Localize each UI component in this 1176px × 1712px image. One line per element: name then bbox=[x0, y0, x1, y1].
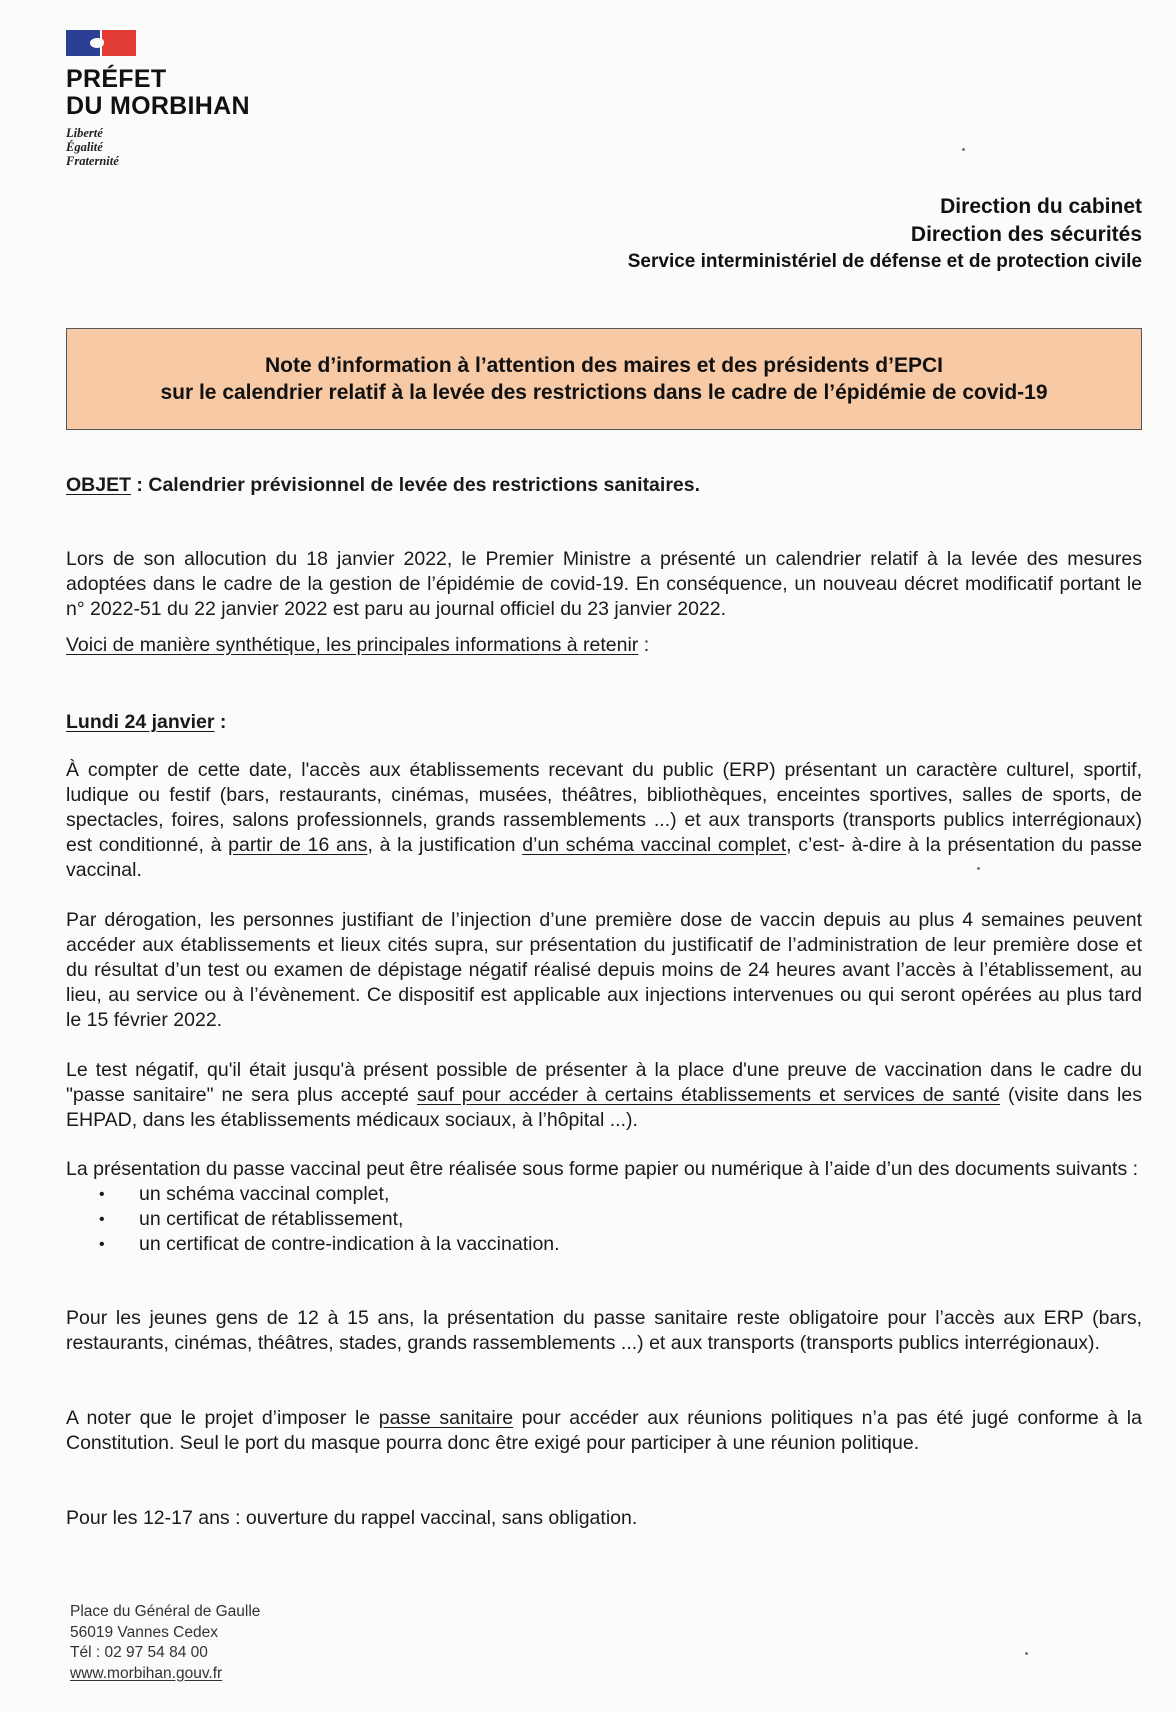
paragraph-pass-documents bbox=[66, 1157, 1142, 1257]
pass-documents-list bbox=[66, 1182, 1142, 1257]
direction-securites: Direction des sécurités bbox=[910, 223, 1142, 246]
prefecture-logo bbox=[66, 30, 250, 168]
footer-website-link[interactable]: www.morbihan.gouv.fr bbox=[70, 1664, 223, 1682]
section-heading: Lundi 24 janvier : bbox=[66, 711, 227, 733]
marianne-flag-icon bbox=[66, 30, 136, 56]
paragraph-derogation: Par dérogation, les personnes justifiant de l’injection d’une première dose de vaccin depuis au plus 4 semaines peuvent accéder aux établissements et lieux cités supra, sur présentation du justificatif de l’administration de leur première dose et du résultat d’un test ou examen de dépistage négatif réalisé depuis moins de 24 heures avant l’accès à l’établissement, au lieu, au service ou à l’évènement. Ce dispositif est applicable aux injections intervenues ou qui seront opérées au plus tard le 15 février 2022. bbox=[66, 909, 1142, 1031]
paragraph-access-conditions: À compter de cette date, l'accès aux établissements recevant du public (ERP) présentant un caractère culturel, sportif, ludique ou festif (bars, restaurants, cinémas, musées, théâtres, bibliothèques, enceintes sportives, salles de sports, de spectacles, foires, salons professionnels, grands rassemblements ...) et aux transports (transports publics interrégionaux) est conditionné, à partir de 16 ans, à la justification d’un schéma vaccinal complet, c’est- à-dire à la présentation du passe vaccinal. bbox=[66, 759, 1142, 881]
paragraph-political-meetings: A noter que le projet d’imposer le passe sanitaire pour accéder aux réunions politiques n’a pas été jugé conforme à la Constitution. Seul le port du masque pourra donc être exigé pour participer à une réunion politique. bbox=[66, 1407, 1142, 1454]
summary-intro: Voici de manière synthétique, les principales informations à retenir : bbox=[66, 634, 650, 656]
prefecture-name: PRÉFET DU MORBIHAN bbox=[66, 65, 250, 120]
list-item: • un schéma vaccinal complet, bbox=[66, 1182, 1142, 1207]
list-item: • un certificat de contre-indication à la vaccination. bbox=[66, 1232, 1142, 1257]
footer-city: 56019 Vannes Cedex bbox=[70, 1623, 218, 1641]
note-title-banner bbox=[66, 328, 1142, 430]
objet-line: OBJET : Calendrier prévisionnel de levée des restrictions sanitaires. bbox=[66, 474, 701, 496]
intro-paragraph: Lors de son allocution du 18 janvier 2022, le Premier Ministre a présenté un calendrier relatif à la levée des mesures adoptées dans le cadre de la gestion de l’épidémie de covid-19. En conséquence, un nouveau décret modificatif portant le n° 2022-51 du 22 janvier 2022 est paru au journal officiel du 23 janvier 2022. bbox=[66, 548, 1142, 620]
pass-documents-intro: La présentation du passe vaccinal peut être réalisée sous forme papier ou numérique à l’aide d’un des documents suivants : bbox=[66, 1158, 1139, 1180]
scan-speck bbox=[1025, 1652, 1028, 1655]
section-date: Lundi 24 janvier bbox=[66, 711, 215, 733]
footer-address bbox=[70, 1602, 260, 1684]
service-sidpc: Service interministériel de défense et de protection civile bbox=[627, 251, 1142, 272]
paragraph-youth-12-15: Pour les jeunes gens de 12 à 15 ans, la présentation du passe sanitaire reste obligatoire pour l’accès aux ERP (bars, restaurants, cinémas, théâtres, stades, grands rassemblements ...) et aux transports (transports publics interrégionaux). bbox=[66, 1307, 1142, 1354]
objet-text: Calendrier prévisionnel de levée des restrictions sanitaires. bbox=[148, 474, 701, 496]
paragraph-negative-test: Le test négatif, qu'il était jusqu'à présent possible de présenter à la place d'une preuve de vaccination dans le cadre du "passe sanitaire" ne sera plus accepté sauf pour accéder à certains établissements et services de santé (visite dans les EHPAD, dans les établissements médicaux sociaux, à l’hôpital ...). bbox=[66, 1059, 1142, 1131]
footer-street: Place du Général de Gaulle bbox=[70, 1603, 261, 1620]
sender-directions bbox=[628, 193, 1142, 275]
objet-label: OBJET bbox=[66, 474, 132, 496]
note-title-line2: sur le calendrier relatif à la levée des restrictions dans le cadre de l’épidémie de covid-19 bbox=[160, 381, 1048, 404]
scan-speck bbox=[977, 867, 980, 870]
scan-speck bbox=[962, 148, 965, 151]
note-title-line1: Note d’information à l’attention des maires et des présidents d’EPCI bbox=[265, 354, 943, 377]
footer-phone: Tél : 02 97 54 84 00 bbox=[70, 1644, 208, 1661]
summary-intro-text: Voici de manière synthétique, les principales informations à retenir bbox=[66, 634, 639, 656]
paragraph-booster-12-17: Pour les 12-17 ans : ouverture du rappel vaccinal, sans obligation. bbox=[66, 1507, 638, 1529]
list-item: • un certificat de rétablissement, bbox=[66, 1207, 1142, 1232]
republic-motto: Liberté Égalité Fraternité bbox=[66, 126, 119, 168]
direction-cabinet: Direction du cabinet bbox=[940, 195, 1142, 218]
